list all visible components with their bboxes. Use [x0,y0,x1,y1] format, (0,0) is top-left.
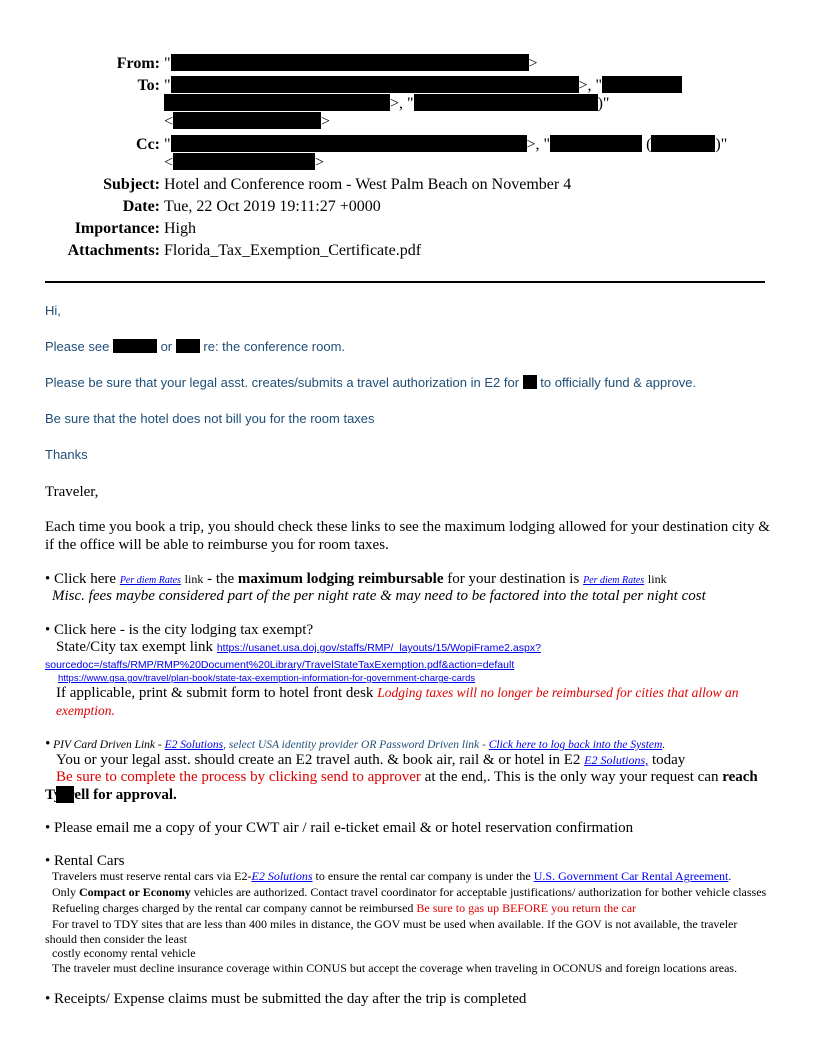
redaction [164,94,390,111]
redaction [171,76,579,93]
text: State/City tax exempt link [56,639,214,655]
bullet-receipts [45,990,770,1008]
to-value-line3: < > [164,113,331,130]
text: for your destination is [447,571,580,587]
to-value: " >, " [164,76,682,95]
thanks: Thanks [45,447,88,462]
redaction [171,135,527,152]
bullet-icon: • [45,853,51,869]
from-label: From: [116,55,160,72]
subject-label: Subject: [103,176,160,193]
text: Please email me a copy of your CWT air / rail e-ticket email & or hotel reservation confirmation [54,820,634,836]
text: PIV Card Driven Link - [53,739,162,751]
text: re: the conference room. [203,339,346,354]
rental-line-6: The traveler must decline insurance coverage within CONUS but accept the coverage when traveling in OCONUS and foreign locations areas. [52,961,738,975]
redaction [171,54,529,71]
login-link[interactable]: Click here to log back into the System [488,739,663,751]
e2-solutions-link-2[interactable]: E2 Solutions, [584,753,649,767]
text: link [184,572,204,586]
text: Be sure to complete the process by clicking send to approver [56,769,421,785]
rental-line-2 [52,885,782,901]
text: Please see [45,339,110,354]
rental-line-5: costly economy rental vehicle [52,946,196,960]
rental-line-4: For travel to TDY sites that are less than 400 miles in distance, the GOV must be used when available. If the GOV is not available, the traveler [52,917,738,931]
redaction [173,153,315,170]
greeting: Hi, [45,303,61,318]
text: Please be sure that your legal asst. creates/submits a travel authorization in E2 for [45,375,520,390]
text: to officially fund & approve. [540,375,697,390]
text: at the end,. This is the only way your request can [424,769,719,785]
text: Travelers must reserve rental cars via E2- [52,869,252,883]
rental-line-3 [52,901,782,917]
text: Refueling charges charged by the rental car company cannot be reimbursed [52,901,414,915]
from-value: " > [164,55,538,72]
e2-solutions-link[interactable]: E2 Solutions [164,739,224,751]
cc-value: " >, " ( )" [164,136,728,153]
rental-line-1 [52,869,782,885]
print-submit-line [56,684,781,720]
subject-value: Hotel and Conference room - West Palm Beach on November 4 [164,176,572,193]
usanet-link-2[interactable]: sourcedoc=/staffs/RMP/RMP%20Document%20Library/TravelStateTaxExemption.pdf&action=default [45,659,515,671]
e2-solutions-link-3[interactable]: E2 Solutions [251,869,313,883]
to-value-line2: >, " )" [164,94,609,113]
text: You or your legal asst. should create an E2 travel auth. & book air, rail & or hotel in E2 [56,752,581,768]
redaction [651,135,715,152]
rental-line-4b: should then consider the least [45,932,187,946]
misc-fees-note: Misc. fees maybe considered part of the per night rate & may need to be factored into the total per night cost [52,588,706,604]
bullet-tax-exempt [45,621,770,639]
text: If applicable, print & submit form to hotel front desk [56,685,374,701]
per-diem-link-2[interactable]: Per diem Rates [583,575,645,586]
cc-value-line2: < > [164,154,325,171]
intro-line-3: Be sure that the hotel does not bill you for the room taxes [45,411,375,426]
bullet-email-copy [45,819,770,837]
text: Only [52,885,76,899]
text: today [651,752,686,768]
text: vehicles are authorized. Contact travel coordinator for acceptable justifications/ authorization for bother vehicle classes [193,885,767,899]
date-value: Tue, 22 Oct 2019 19:11:27 +0000 [164,198,381,215]
paragraph-1: Each time you book a trip, you should check these links to see the maximum lodging allowed for your destination city & if the office will be able to reimburse you for room taxes. [45,519,770,553]
redaction [113,339,157,353]
tyrrell-line [45,786,770,804]
importance-value: High [164,220,196,237]
redaction [523,375,537,389]
redaction [602,76,682,93]
bullet-icon: • [45,571,51,587]
redaction [414,94,598,111]
text: . [662,739,666,751]
text: Compact or Economy [79,885,191,899]
e2-create-line [56,751,781,769]
bullet-rental-cars [45,852,770,870]
redaction [176,339,200,353]
to-label: To: [137,77,160,94]
bullet-icon: • [45,736,51,752]
text: Click here [54,571,117,587]
text: or [160,339,173,354]
bullet-icon: • [45,820,51,836]
date-label: Date: [122,198,160,215]
text: reach [722,769,758,785]
text: Tyrrell for approval. [45,787,177,803]
text: link [647,572,667,586]
bullet-icon: • [45,622,51,638]
attachments-value[interactable]: Florida_Tax_Exemption_Certificate.pdf [164,242,422,259]
intro-line-1 [45,339,345,354]
gsa-link[interactable]: https://www.gsa.gov/travel/plan-book/state-tax-exemption-information-for-government-charge-cards [58,673,476,684]
intro-line-2 [45,375,696,390]
divider [45,281,765,283]
text: . [728,869,732,883]
attachments-label: Attachments: [67,242,160,259]
traveler-greeting: Traveler, [45,484,99,500]
usanet-link[interactable]: https://usanet.usa.doj.gov/staffs/RMP/_layouts/15/WopiFrame2.aspx? [216,642,541,654]
bullet-icon: • [45,991,51,1007]
text: to ensure the rental car company is under the [315,869,531,883]
redaction [173,112,321,129]
text: - the [207,571,235,587]
text: Rental Cars [54,853,125,869]
text: maximum lodging reimbursable [237,571,444,587]
importance-label: Importance: [74,220,160,237]
text: Be sure to gas up BEFORE you return the car [416,901,637,915]
cc-label: Cc: [136,136,160,153]
text: Lodging taxes will no longer be reimbursed for cities that allow an exemption. [56,685,739,718]
per-diem-link[interactable]: Per diem Rates [119,575,181,586]
car-rental-agreement-link[interactable]: U.S. Government Car Rental Agreement [533,869,729,883]
text: , select USA identity provider OR Password Driven link - [223,739,486,751]
text: Click here - is the city lodging tax exempt? [54,622,314,638]
text: Receipts/ Expense claims must be submitted the day after the trip is completed [54,991,527,1007]
redaction [550,135,642,152]
